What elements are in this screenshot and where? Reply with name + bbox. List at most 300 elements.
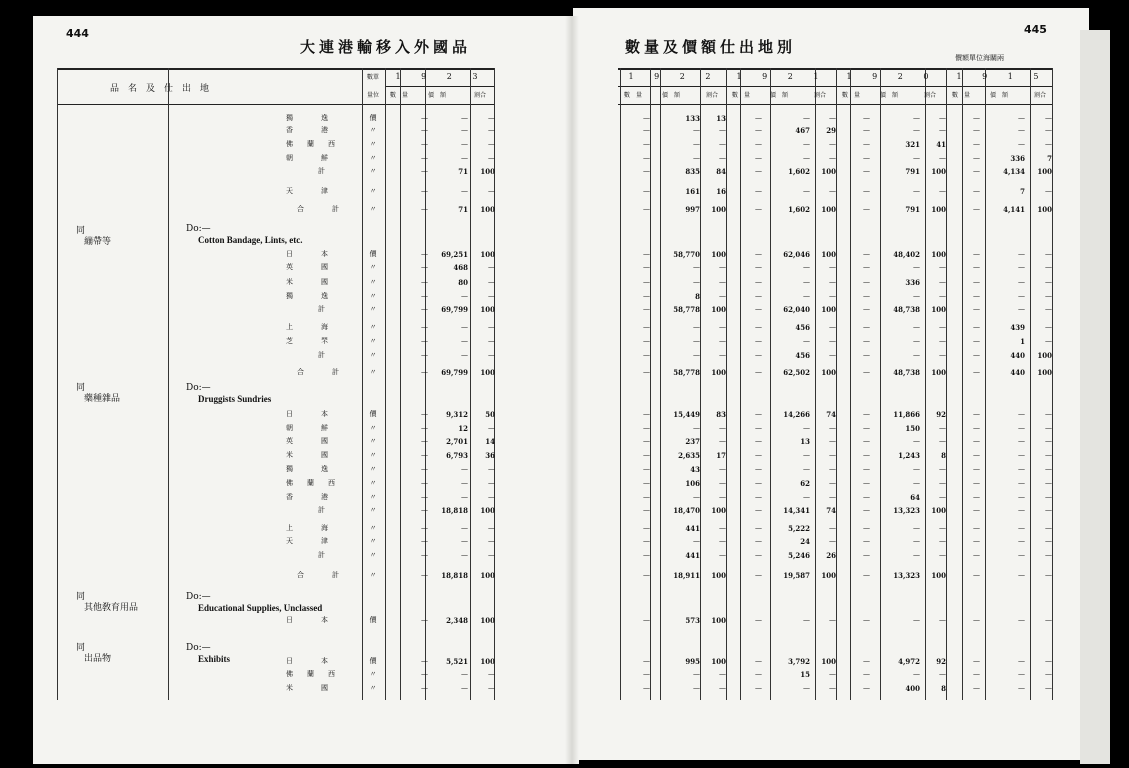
- qty-dash: —: [755, 451, 762, 459]
- qty-dash: —: [643, 250, 650, 258]
- value-cell: 62: [800, 479, 810, 488]
- value-cell: 441: [685, 524, 700, 533]
- share-dash: —: [829, 670, 836, 678]
- qty-dash: —: [755, 126, 762, 134]
- share-dash: —: [488, 493, 495, 501]
- qty-dash: —: [643, 424, 650, 432]
- qty-dash: —: [863, 657, 870, 665]
- column-rule: [836, 68, 837, 700]
- share-cell: 17: [716, 451, 726, 460]
- row-unit: 價: [369, 114, 377, 122]
- share-cell: 16: [716, 187, 726, 196]
- row-name: 天 津: [286, 537, 328, 545]
- share-dash: —: [1045, 278, 1052, 286]
- subcol-value: 價 額: [770, 92, 789, 99]
- subcol-share: 割合: [814, 92, 827, 99]
- share-dash: —: [488, 424, 495, 432]
- value-cell: 13,323: [893, 571, 920, 580]
- row-name: 計: [318, 551, 325, 559]
- share-dash: —: [488, 114, 495, 122]
- group-english: Cotton Bandage, Lints, etc.: [198, 235, 303, 245]
- share-cell: 100: [1037, 351, 1052, 360]
- row-name: 米 國: [286, 278, 328, 286]
- share-cell: 100: [711, 571, 726, 580]
- value-cell: 18,911: [673, 571, 700, 580]
- value-cell: 18,470: [673, 506, 700, 515]
- value-cell: 69,799: [441, 368, 468, 377]
- qty-dash: —: [863, 323, 870, 331]
- value-dash: —: [1018, 493, 1025, 501]
- qty-dash: —: [421, 292, 428, 300]
- value-cell: 6,793: [446, 451, 468, 460]
- value-dash: —: [1018, 571, 1025, 579]
- value-cell: 440: [1010, 351, 1025, 360]
- qty-dash: —: [973, 410, 980, 418]
- qty-dash: —: [755, 187, 762, 195]
- group-do: Do:—: [186, 592, 211, 602]
- subcol-share: 割合: [706, 92, 719, 99]
- share-dash: —: [488, 263, 495, 271]
- row-unit: 〃: [369, 479, 377, 487]
- share-dash: —: [939, 263, 946, 271]
- row-name: 芝 罘: [286, 337, 328, 345]
- share-dash: —: [488, 537, 495, 545]
- value-cell: 4,141: [1003, 205, 1025, 214]
- qty-dash: —: [421, 368, 428, 376]
- value-cell: 441: [685, 551, 700, 560]
- qty-dash: —: [973, 537, 980, 545]
- qty-dash: —: [643, 154, 650, 162]
- share-dash: —: [1045, 187, 1052, 195]
- share-dash: —: [1045, 451, 1052, 459]
- value-dash: —: [913, 537, 920, 545]
- share-dash: —: [1045, 493, 1052, 501]
- value-dash: —: [1018, 657, 1025, 665]
- value-cell: 18,818: [441, 571, 468, 580]
- share-dash: —: [1045, 114, 1052, 122]
- share-cell: 7: [1047, 154, 1052, 163]
- value-cell: 58,778: [673, 368, 700, 377]
- row-unit: 〃: [369, 368, 377, 376]
- year-4: 1 9 1 5: [956, 72, 1048, 81]
- share-cell: 13: [716, 114, 726, 123]
- value-cell: 5,521: [446, 657, 468, 666]
- share-dash: —: [1045, 305, 1052, 313]
- value-cell: 336: [905, 278, 920, 287]
- value-cell: 14,341: [783, 506, 810, 515]
- value-dash: —: [803, 465, 810, 473]
- share-dash: —: [1045, 506, 1052, 514]
- value-dash: —: [1018, 451, 1025, 459]
- qty-dash: —: [421, 114, 428, 122]
- share-dash: —: [719, 278, 726, 286]
- value-cell: 150: [905, 424, 920, 433]
- qty-dash: —: [643, 140, 650, 148]
- share-dash: —: [719, 524, 726, 532]
- value-cell: 133: [685, 114, 700, 123]
- value-cell: 9,312: [446, 410, 468, 419]
- value-dash: —: [461, 187, 468, 195]
- qty-dash: —: [643, 571, 650, 579]
- share-dash: —: [829, 187, 836, 195]
- share-dash: —: [939, 551, 946, 559]
- share-dash: —: [488, 323, 495, 331]
- qty-dash: —: [973, 114, 980, 122]
- value-cell: 13: [800, 437, 810, 446]
- share-cell: 100: [711, 250, 726, 259]
- share-dash: —: [1045, 126, 1052, 134]
- share-dash: —: [1045, 537, 1052, 545]
- qty-dash: —: [755, 351, 762, 359]
- qty-dash: —: [421, 278, 428, 286]
- qty-dash: —: [863, 337, 870, 345]
- share-cell: 74: [826, 506, 836, 515]
- share-dash: —: [939, 126, 946, 134]
- qty-dash: —: [973, 616, 980, 624]
- qty-dash: —: [863, 524, 870, 532]
- subcol-value: 價 額: [880, 92, 899, 99]
- share-cell: 100: [480, 167, 495, 176]
- qty-dash: —: [973, 479, 980, 487]
- share-cell: 74: [826, 410, 836, 419]
- value-dash: —: [1018, 465, 1025, 473]
- share-dash: —: [488, 684, 495, 692]
- value-dash: —: [693, 263, 700, 271]
- qty-dash: —: [643, 368, 650, 376]
- value-dash: —: [803, 337, 810, 345]
- share-dash: —: [488, 187, 495, 195]
- qty-dash: —: [973, 551, 980, 559]
- value-cell: 1,243: [898, 451, 920, 460]
- value-dash: —: [803, 154, 810, 162]
- value-cell: 456: [795, 351, 810, 360]
- row-name: 香 港: [286, 126, 328, 134]
- qty-dash: —: [973, 250, 980, 258]
- value-cell: 321: [905, 140, 920, 149]
- value-cell: 2,635: [678, 451, 700, 460]
- page-number-right: 445: [1024, 23, 1047, 36]
- share-cell: 26: [826, 551, 836, 560]
- share-dash: —: [939, 670, 946, 678]
- qty-dash: —: [421, 305, 428, 313]
- value-cell: 15: [800, 670, 810, 679]
- row-unit: 〃: [369, 154, 377, 162]
- qty-dash: —: [863, 154, 870, 162]
- qty-dash: —: [421, 250, 428, 258]
- qty-dash: —: [973, 657, 980, 665]
- share-dash: —: [1045, 551, 1052, 559]
- qty-dash: —: [863, 684, 870, 692]
- value-dash: —: [913, 437, 920, 445]
- share-dash: —: [1045, 479, 1052, 487]
- share-cell: 41: [936, 140, 946, 149]
- value-dash: —: [913, 114, 920, 122]
- share-cell: 100: [480, 205, 495, 214]
- page-number-left: 444: [66, 27, 89, 40]
- row-unit: 價: [369, 657, 377, 665]
- qty-dash: —: [863, 187, 870, 195]
- value-dash: —: [1018, 537, 1025, 545]
- value-dash: —: [693, 154, 700, 162]
- value-cell: 69,799: [441, 305, 468, 314]
- qty-dash: —: [863, 571, 870, 579]
- qty-dash: —: [643, 437, 650, 445]
- row-name: 日 本: [286, 410, 328, 418]
- qty-dash: —: [643, 351, 650, 359]
- qty-dash: —: [643, 493, 650, 501]
- value-dash: —: [693, 126, 700, 134]
- qty-dash: —: [421, 571, 428, 579]
- share-dash: —: [719, 493, 726, 501]
- unit-header-top: 數單: [366, 74, 379, 81]
- value-dash: —: [693, 537, 700, 545]
- value-dash: —: [1018, 140, 1025, 148]
- row-name: 日 本: [286, 657, 328, 665]
- value-dash: —: [693, 351, 700, 359]
- qty-dash: —: [973, 506, 980, 514]
- share-cell: 84: [716, 167, 726, 176]
- year-sub-rule-right: [618, 86, 1052, 87]
- value-cell: 3,792: [788, 657, 810, 666]
- share-dash: —: [719, 465, 726, 473]
- value-cell: 237: [685, 437, 700, 446]
- value-dash: —: [1018, 263, 1025, 271]
- qty-dash: —: [643, 524, 650, 532]
- qty-dash: —: [643, 205, 650, 213]
- year-3: 1 9 2 0: [846, 72, 938, 81]
- qty-dash: —: [421, 337, 428, 345]
- share-dash: —: [1045, 410, 1052, 418]
- value-cell: 13,323: [893, 506, 920, 515]
- qty-dash: —: [755, 250, 762, 258]
- value-cell: 62,502: [783, 368, 810, 377]
- subcol-share: 割合: [924, 92, 937, 99]
- qty-dash: —: [973, 263, 980, 271]
- qty-dash: —: [643, 506, 650, 514]
- share-dash: —: [829, 114, 836, 122]
- row-unit: 〃: [369, 670, 377, 678]
- share-cell: 100: [480, 657, 495, 666]
- row-name: 獨 逸: [286, 292, 328, 300]
- qty-dash: —: [863, 278, 870, 286]
- row-unit: 〃: [369, 140, 377, 148]
- value-dash: —: [913, 351, 920, 359]
- share-cell: 100: [711, 506, 726, 515]
- share-cell: 100: [931, 205, 946, 214]
- share-cell: 100: [821, 657, 836, 666]
- share-dash: —: [829, 524, 836, 532]
- value-cell: 58,770: [673, 250, 700, 259]
- value-cell: 106: [685, 479, 700, 488]
- share-dash: —: [1045, 437, 1052, 445]
- row-name: 上 海: [286, 524, 328, 532]
- qty-dash: —: [973, 323, 980, 331]
- qty-dash: —: [755, 537, 762, 545]
- qty-dash: —: [421, 263, 428, 271]
- share-dash: —: [829, 465, 836, 473]
- table-top-rule-right: [618, 68, 1052, 70]
- share-cell: 100: [821, 305, 836, 314]
- qty-dash: —: [421, 424, 428, 432]
- qty-dash: —: [643, 114, 650, 122]
- share-dash: —: [719, 424, 726, 432]
- value-dash: —: [1018, 305, 1025, 313]
- share-dash: —: [1045, 571, 1052, 579]
- share-cell: 8: [941, 684, 946, 693]
- subcol-qty: 數 量: [624, 92, 643, 99]
- share-dash: —: [829, 479, 836, 487]
- group-label-ja: 其他敎育用品: [84, 603, 139, 613]
- qty-dash: —: [421, 167, 428, 175]
- row-name: 佛 蘭 西: [286, 140, 335, 148]
- value-cell: 48,402: [893, 250, 920, 259]
- book-gutter: [565, 16, 579, 764]
- share-dash: —: [1045, 263, 1052, 271]
- qty-dash: —: [755, 571, 762, 579]
- row-unit: 〃: [369, 506, 377, 514]
- value-dash: —: [1018, 126, 1025, 134]
- column-rule: [385, 68, 386, 700]
- value-dash: —: [1018, 506, 1025, 514]
- share-dash: —: [719, 337, 726, 345]
- group-english: Educational Supplies, Unclassed: [198, 603, 323, 613]
- share-dash: —: [829, 616, 836, 624]
- qty-dash: —: [755, 167, 762, 175]
- qty-dash: —: [643, 263, 650, 271]
- value-dash: —: [693, 323, 700, 331]
- value-dash: —: [461, 351, 468, 359]
- share-dash: —: [829, 323, 836, 331]
- share-dash: —: [488, 670, 495, 678]
- column-rule: [168, 68, 169, 700]
- qty-dash: —: [863, 616, 870, 624]
- value-dash: —: [1018, 616, 1025, 624]
- qty-dash: —: [863, 114, 870, 122]
- value-dash: —: [461, 323, 468, 331]
- subcol-share: 割合: [474, 92, 487, 99]
- value-cell: 997: [685, 205, 700, 214]
- share-dash: —: [488, 465, 495, 473]
- value-cell: 69,251: [441, 250, 468, 259]
- value-cell: 64: [910, 493, 920, 502]
- row-name: 計: [318, 351, 325, 359]
- share-dash: —: [829, 537, 836, 545]
- value-cell: 8: [695, 292, 700, 301]
- qty-dash: —: [973, 493, 980, 501]
- value-cell: 14,266: [783, 410, 810, 419]
- row-unit: 〃: [369, 524, 377, 532]
- qty-dash: —: [755, 479, 762, 487]
- qty-dash: —: [863, 437, 870, 445]
- share-dash: —: [1045, 616, 1052, 624]
- item-column-header: 品 名 及 仕 出 地: [110, 84, 210, 94]
- row-name: 英 國: [286, 437, 328, 445]
- value-dash: —: [1018, 551, 1025, 559]
- share-cell: 100: [821, 167, 836, 176]
- qty-dash: —: [421, 551, 428, 559]
- qty-dash: —: [863, 292, 870, 300]
- value-cell: 19,587: [783, 571, 810, 580]
- value-dash: —: [913, 616, 920, 624]
- value-cell: 439: [1010, 323, 1025, 332]
- subcol-value: 價 額: [990, 92, 1009, 99]
- qty-dash: —: [421, 126, 428, 134]
- group-label-do: 同: [76, 643, 86, 653]
- value-dash: —: [1018, 410, 1025, 418]
- value-cell: 5,222: [788, 524, 810, 533]
- value-dash: —: [693, 140, 700, 148]
- share-cell: 36: [485, 451, 495, 460]
- value-dash: —: [693, 670, 700, 678]
- table-top-rule: [57, 68, 494, 70]
- share-cell: 92: [936, 657, 946, 666]
- qty-dash: —: [973, 684, 980, 692]
- qty-dash: —: [643, 305, 650, 313]
- value-cell: 995: [685, 657, 700, 666]
- value-cell: 62,040: [783, 305, 810, 314]
- qty-dash: —: [863, 551, 870, 559]
- qty-dash: —: [755, 278, 762, 286]
- share-cell: 100: [821, 571, 836, 580]
- value-dash: —: [1018, 437, 1025, 445]
- group-english: Exhibits: [198, 654, 231, 664]
- value-dash: —: [913, 323, 920, 331]
- share-dash: —: [939, 114, 946, 122]
- row-unit: 〃: [369, 126, 377, 134]
- value-cell: 467: [795, 126, 810, 135]
- share-dash: —: [829, 154, 836, 162]
- row-name: 合 計: [297, 205, 339, 213]
- share-cell: 100: [480, 506, 495, 515]
- value-dash: —: [913, 337, 920, 345]
- value-cell: 4,134: [1003, 167, 1025, 176]
- share-dash: —: [939, 616, 946, 624]
- qty-dash: —: [863, 368, 870, 376]
- value-cell: 7: [1020, 187, 1025, 196]
- year-1: 1 9 2 2: [628, 72, 720, 81]
- share-cell: 100: [821, 250, 836, 259]
- qty-dash: —: [973, 305, 980, 313]
- value-cell: 1,602: [788, 167, 810, 176]
- share-dash: —: [939, 351, 946, 359]
- subcol-qty: 數 量: [732, 92, 751, 99]
- share-cell: 100: [711, 205, 726, 214]
- row-unit: 〃: [369, 493, 377, 501]
- row-unit: 〃: [369, 465, 377, 473]
- row-unit: 〃: [369, 551, 377, 559]
- qty-dash: —: [421, 410, 428, 418]
- qty-dash: —: [755, 263, 762, 271]
- value-dash: —: [693, 278, 700, 286]
- row-name: 天 津: [286, 187, 328, 195]
- row-name: 日 本: [286, 616, 328, 624]
- qty-dash: —: [755, 506, 762, 514]
- title-left: 大連港輸移入外國品: [300, 38, 472, 56]
- qty-dash: —: [863, 167, 870, 175]
- value-dash: —: [461, 670, 468, 678]
- share-cell: 100: [711, 657, 726, 666]
- qty-dash: —: [755, 114, 762, 122]
- qty-dash: —: [973, 451, 980, 459]
- share-cell: 100: [931, 571, 946, 580]
- qty-dash: —: [973, 465, 980, 473]
- value-dash: —: [461, 337, 468, 345]
- year-0: 1 9 2 3: [395, 72, 487, 81]
- value-dash: —: [461, 684, 468, 692]
- share-dash: —: [939, 187, 946, 195]
- qty-dash: —: [755, 437, 762, 445]
- value-dash: —: [803, 292, 810, 300]
